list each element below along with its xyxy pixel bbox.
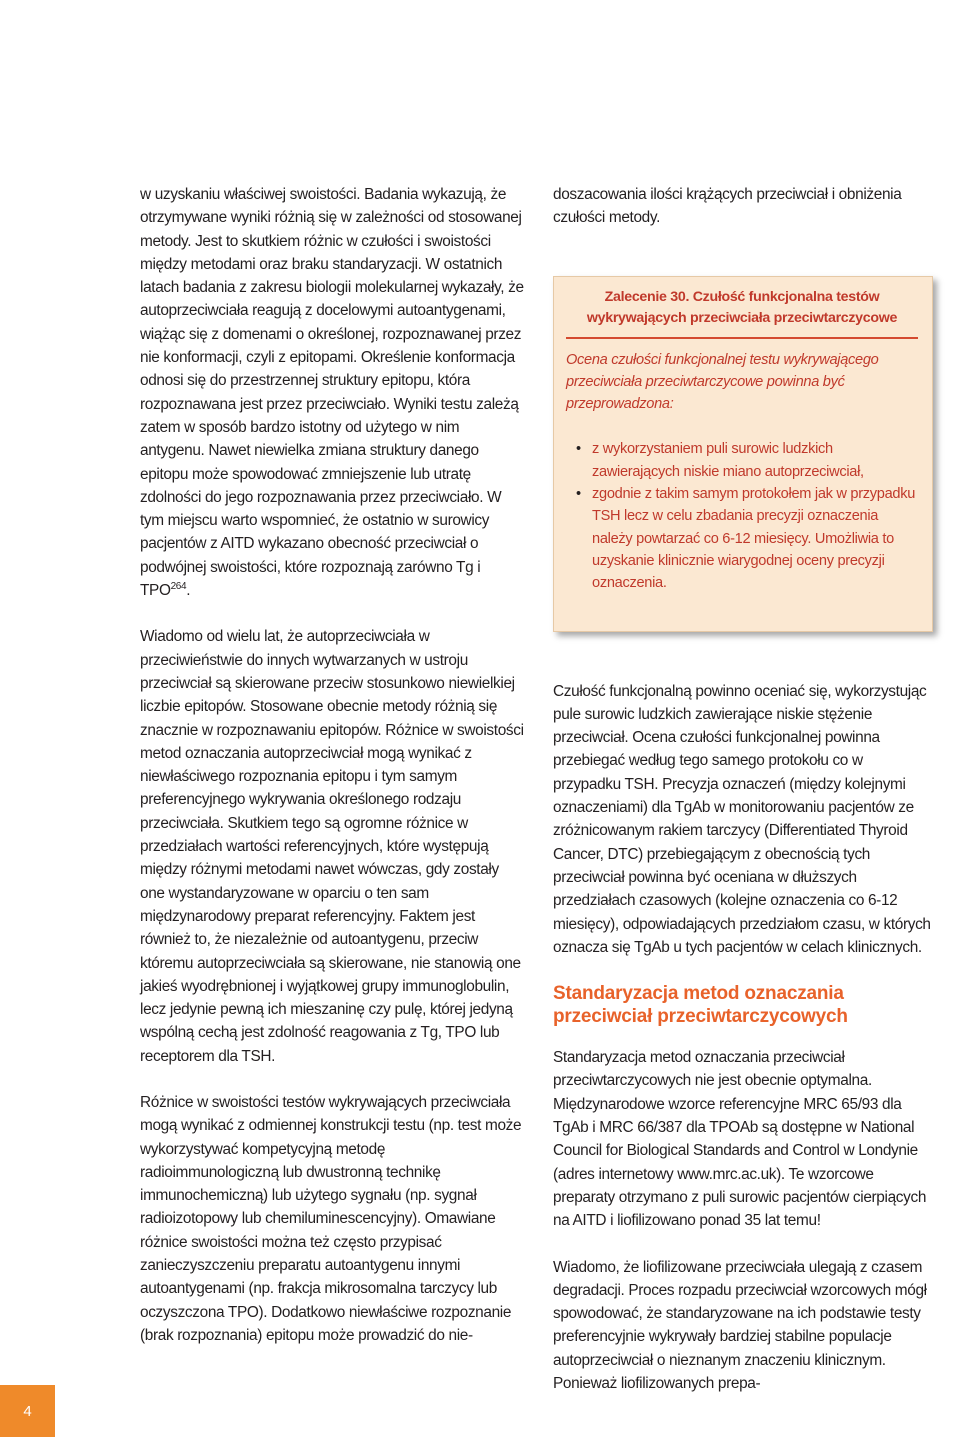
paragraph: Standaryzacja metod oznaczania przeciwciał przeciwtarczycowych nie jest obecnie optymalna. Międzynarodowe wzorce referencyjne MRC 65/93 dla TgAb i MRC 66/387 dla TPOAb są dostępne w National Council for Biological Standards and Control w Londynie (adres internetowy www.mrc.ac.uk). Te wzorcowe preparaty otrzymano z puli surowic pacjentów cierpiących na AITD i liofilizowano ponad 35 lat temu! [553, 1049, 927, 1230]
list-item: • z wykorzystaniem puli surowic ludzkich zawierających niskie miano autoprzeciwciał, [566, 438, 918, 483]
right-column [553, 183, 933, 1395]
citation-superscript: 264 [170, 581, 187, 593]
section-heading: Standaryzacja metod oznaczania przeciwciał przeciwtarczycowych [553, 983, 848, 1028]
recommendation-title [566, 287, 918, 329]
paragraph: Wiadomo, że liofilizowane przeciwciała ulegają z czasem degradacji. Proces rozpadu przeciwciał wzorcowych mógł spowodować, że standaryzowane na ich podstawie testy preferencyjnie wykrywały bardziej stabilne populacje autoprzeciwciał o nieznanym znaczeniu klinicznym. Ponieważ liofilizowanych prepa- [553, 1258, 927, 1392]
paragraph: Różnice w swoistości testów wykrywających przeciwciała mogą wynikać z odmiennej konstrukcji testu (np. test może wykorzystywać kompetycyjną metodę radioimmunologiczną lub dwustronną technikę immunochemiczną) lub użytego sygnału (np. sygnał radioizotopowy lub chemiluminescencyjny). Omawiane różnice swoistości można też często przypisać zanieczyszczeniu preparatu autoantygenu innymi autoantygenami (np. frakcja mikrosomalna tarczycy lub oczyszczona TPO). Dodatkowo niewłaściwe rozpoznanie (brak rozpoznania) epitopu może prowadzić do nie- [140, 1093, 522, 1344]
list-item: • zgodnie z takim samym protokołem jak w przypadku TSH lecz w celu zbadania precyzji oznaczenia należy powtarzać co 6-12 miesięcy. Umożliwia to uzyskanie klinicznie wiarygodnej oceny precyzji oznaczenia. [566, 483, 918, 594]
paragraph [140, 183, 526, 602]
paragraph: Czułość funkcjonalną powinno oceniać się, wykorzystując pule surowic ludzkich zawierające niskie stężenie przeciwciał. Ocena czułości funkcjonalnej powinna przebiegać według tego samego protokołu co w przypadku TSH. Precyzja oznaczeń (między kolejnymi oznaczeniami) dla TgAb w monitorowaniu pacjentów ze zróżnicowanym rakiem tarczycy (Differentiated Thyroid Cancer, DTC) przebiegającym z obecnością tych przeciwciał powinna być oceniana w dłuższych przedziałach czasowych (kolejne oznaczenia co 6-12 miesięcy), odpowiadających przedziałom czasu, w których oznacza się TgAb u tych pacjentów w celach klinicznych. [553, 682, 931, 956]
recommendation-box [553, 276, 933, 632]
paragraph-end: . [186, 582, 191, 600]
recommendation-title-line: wykrywających przeciwciała przeciwtarczycowe [586, 309, 898, 326]
recommendation-intro: Ocena czułości funkcjonalnej testu wykrywającego przeciwciała przeciwtarczycowe powinna być przeprowadzona: [566, 351, 879, 413]
left-column [140, 183, 526, 1347]
recommendation-list [566, 438, 918, 594]
page-number: 4 [0, 1385, 55, 1437]
divider [566, 337, 918, 339]
paragraph-text: w uzyskaniu właściwej swoistości. Badania wykazują, że otrzymywane wyniki różnią się w zależności od stosowanej metody. Jest to skutkiem różnic w czułości i swoistości między metodami oraz braku standaryzacji. W ostatnich latach badania z zakresu biologii molekularnej wykazały, że autoprzeciwciała reagują z docelowymi autoantygenami, wiążąc się z domenami o określonej, rozpoznawanej przez nie konformacji, czyli z epitopami. Określenie konformacja odnosi się do przestrzennej struktury epitopu, która rozpoznawana jest przez przeciwciało. Wyniki testu zależą zatem w sposób bardzo istotny od użytego w nim antygenu. Nawet niewielka zmiana struktury danego epitopu może spowodować zmniejszenie lub utratę zdolności do jego rozpoznawania przez przeciwciało. W tym miejscu warto wspomnieć, że ostatnio w surowicy pacjentów z AITD wykazano obecność przeciwciał o podwójnej swoistości, które rozpoznają zarówno Tg i TPO [140, 186, 524, 600]
paragraph: doszacowania ilości krążących przeciwciał i obniżenia czułości metody. [553, 186, 902, 227]
paragraph: Wiadomo od wielu lat, że autoprzeciwciała w przeciwieństwie do innych wytwarzanych w ustroju przeciwciał są skierowane przeciw stosunkowo niewielkiej liczbie epitopów. Stosowane obecnie metody różnią się znacznie w rozpoznawaniu epitopów. Różnice w swoistości metod oznaczania autoprzeciwciał mogą wynikać z niewłaściwego rozpoznania epitopu i tym samym preferencyjnego wykrywania określonego rodzaju przeciwciała. Skutkiem tego są ogromne różnice w przedziałach wartości referencyjnych, które występują między różnymi metodami nawet wówczas, gdy zostały one wystandaryzowane w oparciu o ten sam międzynarodowy preparat referencyjny. Faktem jest również to, że niezależnie od autoantygenu, przeciw któremu autoprzeciwciała są skierowane, nie stanowią one jakieś wyodrębnionej i wyjątkowej grupy immunoglobulin, lecz jedynie pewną ich mieszaninę czy pulę, której jedyną wspólną cechą jest zdolność reagowania z Tg, TPO lub receptorem dla TSH. [140, 628, 524, 1065]
recommendation-title-line: Zalecenie 30. Czułość funkcjonalna testów [604, 288, 880, 305]
